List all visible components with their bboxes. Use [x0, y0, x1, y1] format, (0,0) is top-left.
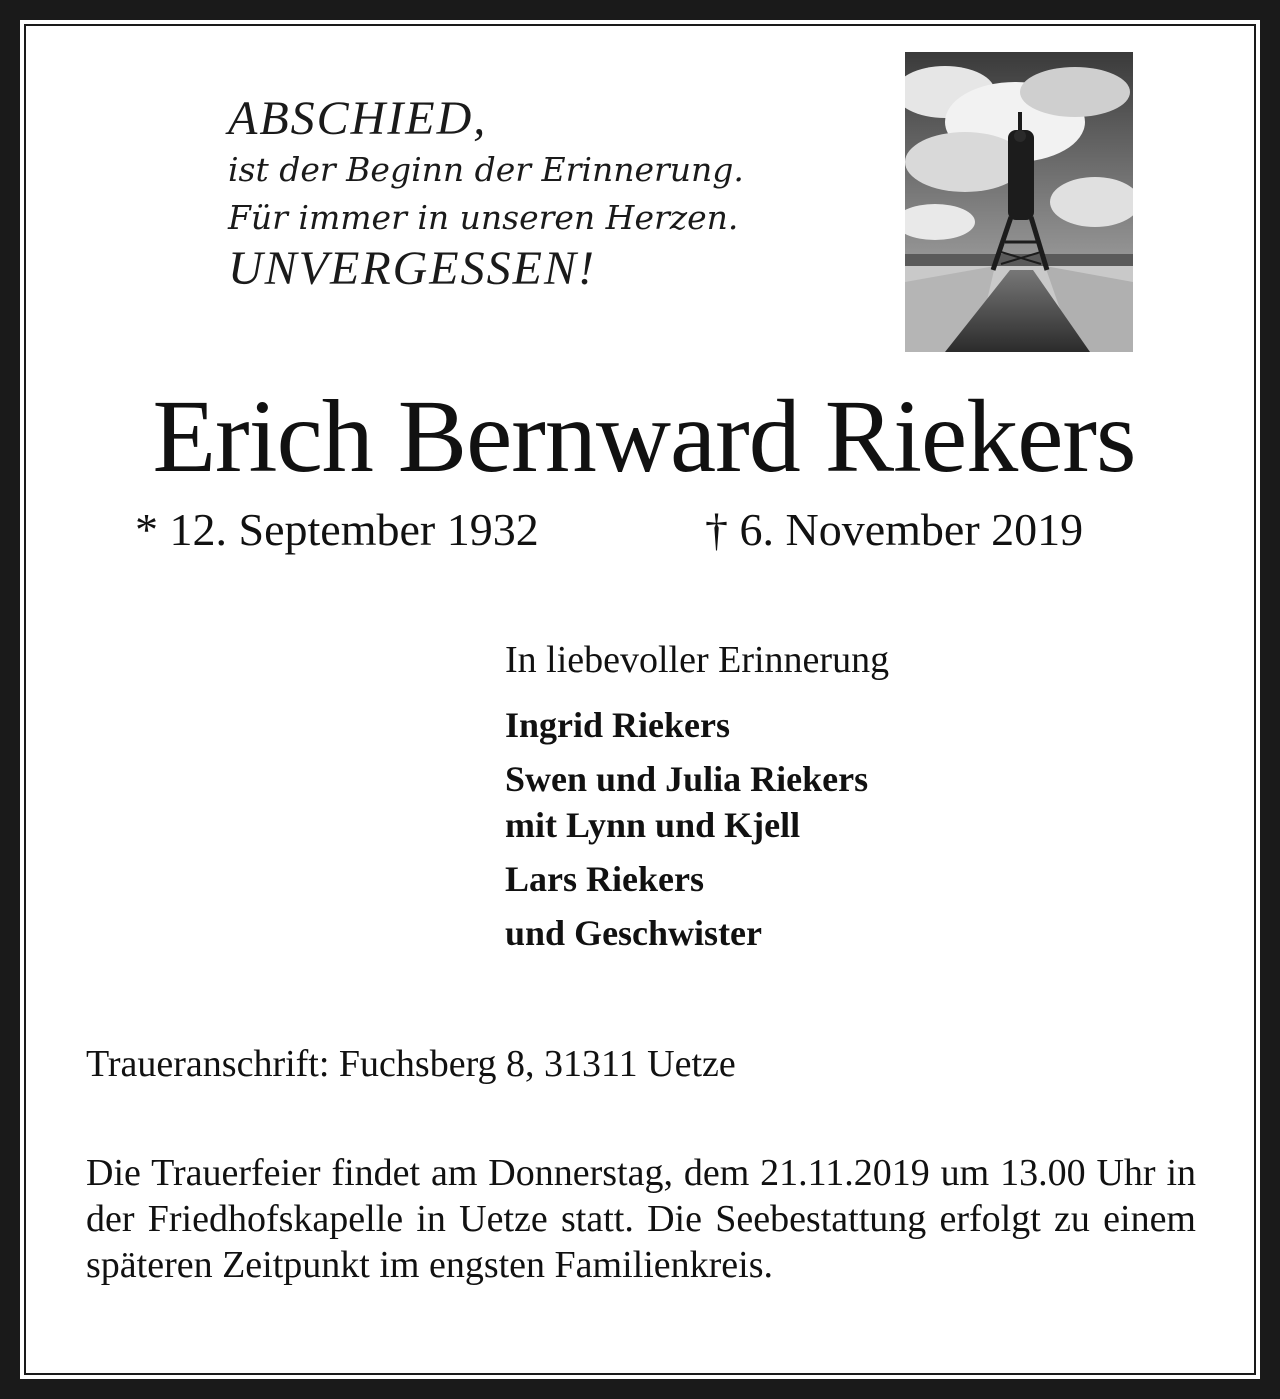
- lighthouse-photo: [905, 52, 1133, 352]
- funeral-notice: Die Trauerfeier findet am Donnerstag, dem 21.11.2019 um 13.00 Uhr in der Friedhofskapelle in Uetze statt. Die Seebestattung erfolgt zu einem späteren Zeitpunkt im engsten Familienkreis.: [86, 1152, 1196, 1286]
- poem-line-4: UNVERGESSEN!: [228, 242, 596, 295]
- signer-1: Ingrid Riekers: [505, 705, 730, 745]
- memory-line: In liebevoller Erinnerung: [505, 639, 890, 681]
- signer-2: Swen und Julia Riekers: [505, 759, 869, 799]
- poem-line-2: ist der Beginn der Erinnerung.: [228, 150, 744, 189]
- poem-line-3: Für immer in unseren Herzen.: [228, 198, 739, 237]
- deceased-name: Erich Bernward Riekers: [152, 379, 1136, 494]
- poem: [228, 92, 744, 296]
- signer-3: Lars Riekers: [505, 859, 704, 899]
- mourning-address: Traueranschrift: Fuchsberg 8, 31311 Uetze: [86, 1043, 736, 1085]
- signer-4: und Geschwister: [505, 913, 763, 953]
- death-date: † 6. November 2019: [705, 504, 1084, 555]
- poem-line-1: ABSCHIED,: [228, 92, 488, 145]
- birth-date: * 12. September 1932: [135, 504, 539, 555]
- lighthouse-photo-icon: [905, 52, 1133, 352]
- signer-2-cont: mit Lynn und Kjell: [505, 805, 801, 845]
- signers-list: [505, 702, 868, 956]
